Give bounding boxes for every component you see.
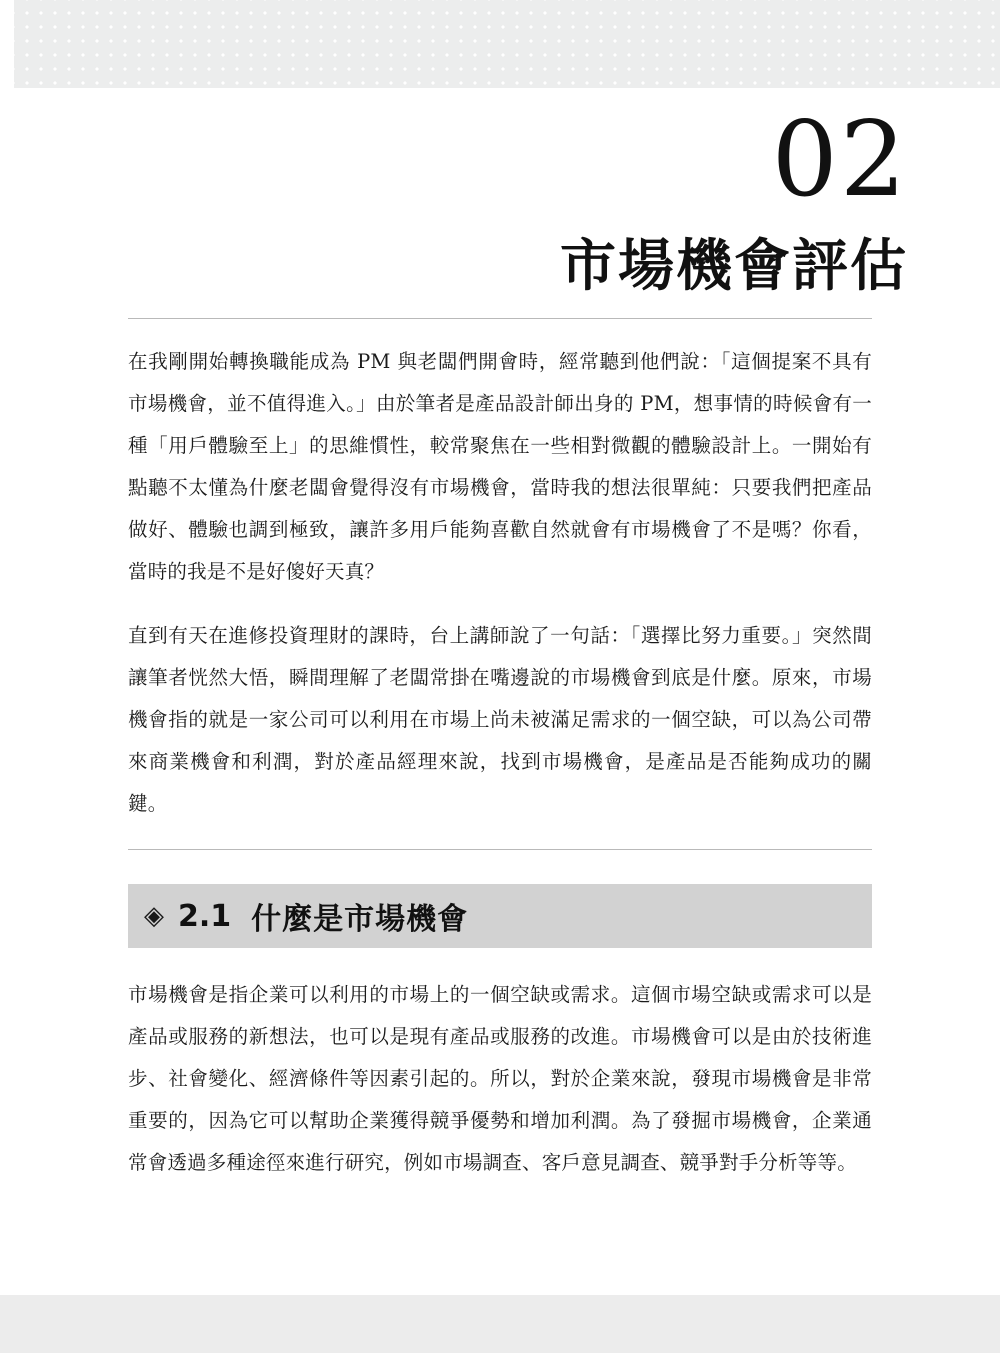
page-content xyxy=(0,88,1000,1295)
page-footer-band xyxy=(0,1295,1000,1353)
chapter-title: 市場機會評估 xyxy=(560,234,908,300)
chapter-number: 02 xyxy=(771,98,908,220)
diamond-bullet-icon: ◈ xyxy=(144,901,164,931)
section-number: 2.1 xyxy=(178,898,232,934)
divider-top xyxy=(128,318,872,319)
section-paragraph-1: 市場機會是指企業可以利用的市場上的一個空缺或需求。這個市場空缺或需求可以是產品或服務的新想法，也可以是現有產品或服務的改進。市場機會可以是由於技術進步、社會變化、經濟條件等因素引起的。所以，對於企業來說，發現市場機會是非常重要的，因為它可以幫助企業獲得競爭優勢和增加利潤。為了發掘市場機會，企業通常會透過多種途徑來進行研究，例如市場調查、客戶意見調查、競爭對手分析等等。 xyxy=(128,983,872,1175)
section-title: 什麼是市場機會 xyxy=(251,902,469,938)
intro-paragraph-2: 直到有天在進修投資理財的課時，台上講師說了一句話：「選擇比努力重要。」突然間讓筆者恍然大悟，瞬間理解了老闆常掛在嘴邊說的市場機會到底是什麼。原來，市場機會指的就是一家公司可以利用在市場上尚未被滿足需求的一個空缺，可以為公司帶來商業機會和利潤，對於產品經理來說，找到市場機會，是產品是否能夠成功的關鍵。 xyxy=(128,624,872,816)
divider-bottom xyxy=(128,849,872,850)
intro-paragraph-1: 在我剛開始轉換職能成為 PM 與老闆們開會時，經常聽到他們說：「這個提案不具有市場機會，並不值得進入。」由於筆者是產品設計師出身的 PM，想事情的時候會有一種「用戶體驗至上」的思維慣性，較常聚焦在一些相對微觀的體驗設計上。一開始有點聽不太懂為什麼老闆會覺得沒有市場機會，當時我的想法很單純：只要我們把產品做好、體驗也調到極致，讓許多用戶能夠喜歡自然就會有市場機會了不是嗎？你看，當時的我是不是好傻好天真？ xyxy=(128,350,872,584)
decorative-dot-band xyxy=(0,0,1000,88)
dot-band-left-edge xyxy=(0,0,14,88)
chapter-header xyxy=(0,88,1000,302)
section-body xyxy=(0,974,1000,1184)
section-heading-bar xyxy=(128,884,872,948)
intro-section xyxy=(0,341,1000,825)
